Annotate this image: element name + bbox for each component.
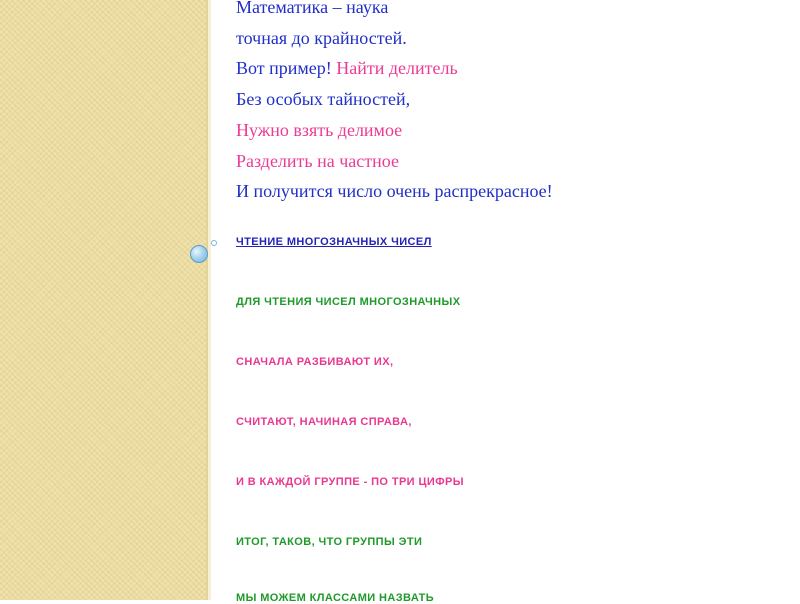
poem-line-6 <box>236 146 553 177</box>
poem-line-5-text: Нужно взять делимое <box>236 119 403 140</box>
section-line-5: ИТОГ, ТАКОВ, ЧТО ГРУППЫ ЭТИ <box>236 536 423 548</box>
poem-line-7-text: И получится число очень распрекрасное! <box>236 181 553 202</box>
section-heading: ЧТЕНИЕ МНОГОЗНАЧНЫХ ЧИСЕЛ <box>236 236 432 248</box>
blue-sphere-bullet-icon <box>190 245 208 263</box>
poem-line-1-text: Математика – наука <box>236 0 389 17</box>
section-line-4: И В КАЖДОЙ ГРУППЕ - ПО ТРИ ЦИФРЫ <box>236 476 464 488</box>
poem-line-5 <box>236 115 553 146</box>
poem-line-2-text: точная до крайностей. <box>236 27 407 48</box>
decorative-sidebar <box>0 0 206 600</box>
poem <box>236 0 553 207</box>
section-line-2: СНАЧАЛА РАЗБИВАЮТ ИХ, <box>236 356 394 368</box>
poem-line-3-start: Вот пример! <box>236 58 337 79</box>
section-line-1: ДЛЯ ЧТЕНИЯ ЧИСЕЛ МНОГОЗНАЧНЫХ <box>236 296 461 308</box>
poem-line-3 <box>236 53 553 84</box>
poem-line-4 <box>236 84 553 115</box>
small-circle-bullet-icon <box>211 240 217 246</box>
section-line-6: МЫ МОЖЕМ КЛАССАМИ НАЗВАТЬ <box>236 592 435 604</box>
poem-line-7 <box>236 176 553 207</box>
poem-line-4-text: Без особых тайностей, <box>236 89 411 110</box>
poem-line-1 <box>236 0 553 23</box>
sidebar-divider-shadow <box>208 0 211 600</box>
poem-line-2 <box>236 23 553 54</box>
section-line-3: СЧИТАЮТ, НАЧИНАЯ СПРАВА, <box>236 416 412 428</box>
poem-line-6-text: Разделить на частное <box>236 150 399 171</box>
poem-line-3-highlight: Найти делитель <box>336 58 458 79</box>
